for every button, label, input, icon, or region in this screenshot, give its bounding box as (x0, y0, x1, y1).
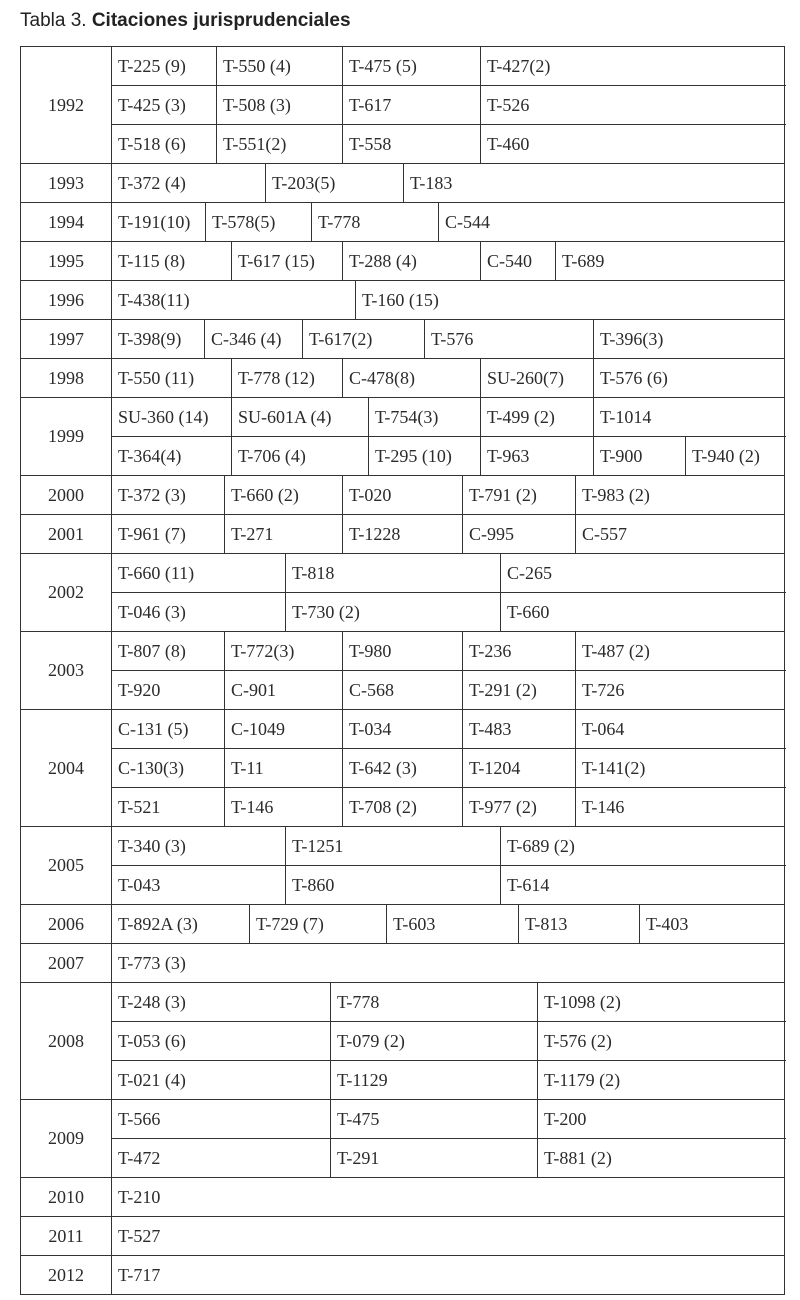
citation-rows (112, 242, 786, 280)
citation-cell: T-1204 (463, 749, 576, 787)
citation-row (112, 437, 786, 475)
citation-rows (112, 1100, 786, 1177)
citation-rows (112, 359, 786, 397)
year-cell: 2007 (21, 944, 112, 982)
citation-cell: T-980 (343, 632, 463, 670)
citation-cell: T-020 (343, 476, 463, 514)
citation-cell: T-642 (3) (343, 749, 463, 787)
citation-row (112, 242, 786, 280)
citation-cell: T-566 (112, 1100, 331, 1138)
citation-cell: T-807 (8) (112, 632, 225, 670)
citation-row (112, 671, 786, 709)
year-cell: 1993 (21, 164, 112, 202)
citation-cell: T-818 (286, 554, 501, 592)
citation-cell: T-551(2) (217, 125, 343, 163)
citation-row (112, 1100, 786, 1139)
citation-cell: T-521 (112, 788, 225, 826)
citation-cell: T-689 (2) (507, 835, 575, 856)
citation-row (112, 476, 786, 514)
citation-cell: T-1129 (331, 1061, 538, 1099)
citation-cell: T-550 (11) (112, 359, 232, 397)
year-group (20, 359, 785, 398)
citation-cell: T-729 (7) (250, 905, 387, 943)
year-group (20, 554, 785, 632)
citation-cell: T-940 (2) (692, 445, 760, 466)
citation-cell: T-660 (2) (225, 476, 343, 514)
citation-cell: T-977 (2) (463, 788, 576, 826)
year-group (20, 320, 785, 359)
citation-cell: T-773 (3) (118, 952, 186, 973)
year-cell: 2011 (21, 1217, 112, 1255)
year-cell: 2000 (21, 476, 112, 514)
citation-cell: T-778 (12) (232, 359, 343, 397)
year-cell: 2004 (21, 710, 112, 826)
citation-rows (112, 827, 786, 904)
year-group (20, 1256, 785, 1295)
citation-cell: T-706 (4) (232, 437, 369, 475)
citation-rows (112, 476, 786, 514)
citation-cell: T-064 (582, 718, 625, 739)
citation-cell: T-550 (4) (217, 47, 343, 85)
citation-cell: SU-601A (4) (232, 398, 369, 436)
citation-cell: T-236 (463, 632, 576, 670)
year-cell: 1995 (21, 242, 112, 280)
citation-cell: C-544 (445, 211, 490, 232)
citation-rows (112, 47, 786, 163)
citation-cell: T-141(2) (582, 757, 646, 778)
citation-cell: T-146 (582, 796, 625, 817)
citation-cell: T-499 (2) (481, 398, 594, 436)
citation-cell: T-558 (343, 125, 481, 163)
citation-rows (112, 632, 786, 709)
citation-rows (112, 944, 786, 982)
citation-cell: T-203(5) (266, 164, 404, 202)
citation-cell: T-576 (6) (600, 367, 668, 388)
year-group (20, 515, 785, 554)
citation-cell: T-778 (331, 983, 538, 1021)
citation-cell: C-265 (507, 562, 552, 583)
citation-row (112, 1217, 786, 1255)
citation-cell: T-487 (2) (582, 640, 650, 661)
citation-cell: C-901 (225, 671, 343, 709)
citation-cell: T-1228 (343, 515, 463, 553)
year-group (20, 983, 785, 1100)
table-caption (20, 8, 351, 34)
citation-row (112, 983, 786, 1022)
year-cell: 1996 (21, 281, 112, 319)
citation-cell: T-791 (2) (463, 476, 576, 514)
citation-cell: C-1049 (225, 710, 343, 748)
year-group (20, 710, 785, 827)
year-group (20, 827, 785, 905)
citation-cell: T-900 (594, 437, 686, 475)
citation-cell: SU-360 (14) (112, 398, 232, 436)
citation-cell: T-892A (3) (112, 905, 250, 943)
citation-cell: T-1098 (2) (544, 991, 621, 1012)
citation-cell: T-475 (331, 1100, 538, 1138)
citation-rows (112, 554, 786, 631)
year-group (20, 476, 785, 515)
citation-cell: T-660 (507, 601, 550, 622)
citation-cell: T-617(2) (303, 320, 425, 358)
citation-row (112, 593, 786, 631)
citation-rows (112, 320, 786, 358)
citation-cell: T-372 (4) (112, 164, 266, 202)
citation-row (112, 47, 786, 86)
citation-row (112, 827, 786, 866)
year-cell: 2012 (21, 1256, 112, 1294)
citation-cell: T-115 (8) (112, 242, 232, 280)
citation-cell: T-183 (410, 172, 453, 193)
citation-cell: T-225 (9) (112, 47, 217, 85)
citation-cell: T-660 (11) (112, 554, 286, 592)
citation-row (112, 1022, 786, 1061)
citation-cell: T-578(5) (206, 203, 312, 241)
year-cell: 1992 (21, 47, 112, 163)
citation-cell: T-11 (225, 749, 343, 787)
citation-row (112, 788, 786, 826)
year-group (20, 632, 785, 710)
citation-cell: C-346 (4) (205, 320, 303, 358)
citation-cell: T-603 (387, 905, 519, 943)
citation-row (112, 866, 786, 904)
citation-row (112, 749, 786, 788)
citation-cell: T-372 (3) (112, 476, 225, 514)
year-group (20, 398, 785, 476)
citation-cell: T-079 (2) (331, 1022, 538, 1060)
year-cell: 1994 (21, 203, 112, 241)
year-cell: 1998 (21, 359, 112, 397)
citation-cell: T-1251 (286, 827, 501, 865)
citation-rows (112, 164, 786, 202)
citation-cell: T-364(4) (112, 437, 232, 475)
citation-cell: T-754(3) (369, 398, 481, 436)
citation-row (112, 632, 786, 671)
citation-cell: T-813 (519, 905, 640, 943)
citation-cell: C-540 (481, 242, 556, 280)
citation-cell: T-472 (112, 1139, 331, 1177)
citation-cell: T-475 (5) (343, 47, 481, 85)
year-group (20, 1178, 785, 1217)
caption-title: Citaciones jurisprudenciales (91, 10, 351, 31)
year-cell: 1997 (21, 320, 112, 358)
citation-cell: C-131 (5) (112, 710, 225, 748)
citation-row (112, 1061, 786, 1099)
citation-row (112, 398, 786, 437)
year-cell: 1999 (21, 398, 112, 475)
citation-cell: T-210 (118, 1186, 161, 1207)
citation-row (112, 164, 786, 202)
citation-cell: T-708 (2) (343, 788, 463, 826)
citation-cell: T-717 (118, 1264, 161, 1285)
citation-cell: C-557 (582, 523, 627, 544)
citation-row (112, 125, 786, 163)
citation-rows (112, 710, 786, 826)
citation-rows (112, 398, 786, 475)
year-cell: 2008 (21, 983, 112, 1099)
year-cell: 2002 (21, 554, 112, 631)
citation-cell: T-689 (562, 250, 605, 271)
year-group (20, 281, 785, 320)
citation-cell: T-291 (331, 1139, 538, 1177)
citation-cell: T-1179 (2) (544, 1069, 621, 1090)
year-cell: 2006 (21, 905, 112, 943)
year-group (20, 1100, 785, 1178)
year-group (20, 203, 785, 242)
citation-cell: T-191(10) (112, 203, 206, 241)
caption-prefix: Tabla 3. (20, 10, 92, 31)
citation-cell: SU-260(7) (481, 359, 594, 397)
citation-cell: T-398(9) (112, 320, 205, 358)
citation-cell: T-271 (225, 515, 343, 553)
citation-row (112, 515, 786, 553)
citation-row (112, 1139, 786, 1177)
citation-cell: T-340 (3) (112, 827, 286, 865)
citation-cell: T-1014 (600, 406, 652, 427)
citation-cell: T-021 (4) (112, 1061, 331, 1099)
citation-cell: T-526 (487, 94, 530, 115)
citation-cell: C-478(8) (343, 359, 481, 397)
year-group (20, 1217, 785, 1256)
citation-cell: T-860 (286, 866, 501, 904)
citation-cell: T-614 (507, 874, 550, 895)
citation-cell: T-396(3) (600, 328, 664, 349)
citation-row (112, 281, 786, 319)
citation-cell: T-983 (2) (582, 484, 650, 505)
citations-table (20, 46, 785, 1295)
citation-cell: T-146 (225, 788, 343, 826)
citation-cell: T-772(3) (225, 632, 343, 670)
citation-cell: T-046 (3) (112, 593, 286, 631)
citation-cell: T-295 (10) (369, 437, 481, 475)
citation-rows (112, 1178, 786, 1216)
year-cell: 2003 (21, 632, 112, 709)
citation-cell: T-403 (646, 913, 689, 934)
citation-cell: T-248 (3) (112, 983, 331, 1021)
citation-cell: T-617 (343, 86, 481, 124)
year-cell: 2010 (21, 1178, 112, 1216)
citation-rows (112, 203, 786, 241)
citation-cell: T-034 (343, 710, 463, 748)
citation-cell: T-920 (112, 671, 225, 709)
citation-row (112, 320, 786, 358)
citation-row (112, 203, 786, 241)
citation-cell: T-460 (487, 133, 530, 154)
citation-cell: T-288 (4) (343, 242, 481, 280)
citation-cell: T-427(2) (487, 55, 551, 76)
citation-cell: T-881 (2) (544, 1147, 612, 1168)
citation-cell: T-438(11) (112, 281, 356, 319)
citation-cell: T-778 (312, 203, 439, 241)
citation-cell: T-291 (2) (463, 671, 576, 709)
citation-row (112, 710, 786, 749)
citation-row (112, 359, 786, 397)
citation-cell: T-483 (463, 710, 576, 748)
citation-cell: T-425 (3) (112, 86, 217, 124)
citation-cell: T-518 (6) (112, 125, 217, 163)
citation-cell: T-508 (3) (217, 86, 343, 124)
citation-rows (112, 983, 786, 1099)
year-group (20, 47, 785, 164)
year-cell: 2009 (21, 1100, 112, 1177)
citation-rows (112, 1217, 786, 1255)
year-group (20, 944, 785, 983)
citation-row (112, 1256, 786, 1294)
citation-cell: T-726 (582, 679, 625, 700)
citation-rows (112, 515, 786, 553)
year-group (20, 164, 785, 203)
citation-rows (112, 905, 786, 943)
citation-row (112, 86, 786, 125)
citation-cell: T-576 (425, 320, 594, 358)
year-cell: 2005 (21, 827, 112, 904)
year-cell: 2001 (21, 515, 112, 553)
citation-rows (112, 281, 786, 319)
citation-cell: C-568 (343, 671, 463, 709)
citation-cell: T-527 (118, 1225, 161, 1246)
citation-cell: T-200 (544, 1108, 587, 1129)
citation-row (112, 1178, 786, 1216)
citation-cell: T-730 (2) (286, 593, 501, 631)
citation-cell: T-160 (15) (362, 289, 439, 310)
citation-cell: T-961 (7) (112, 515, 225, 553)
citation-cell: C-130(3) (112, 749, 225, 787)
citation-rows (112, 1256, 786, 1294)
citation-row (112, 944, 786, 982)
citation-cell: C-995 (463, 515, 576, 553)
citation-cell: T-963 (481, 437, 594, 475)
citation-row (112, 554, 786, 593)
citation-cell: T-576 (2) (544, 1030, 612, 1051)
citation-row (112, 905, 786, 943)
citation-cell: T-043 (112, 866, 286, 904)
year-group (20, 242, 785, 281)
year-group (20, 905, 785, 944)
citation-cell: T-617 (15) (232, 242, 343, 280)
citation-cell: T-053 (6) (112, 1022, 331, 1060)
